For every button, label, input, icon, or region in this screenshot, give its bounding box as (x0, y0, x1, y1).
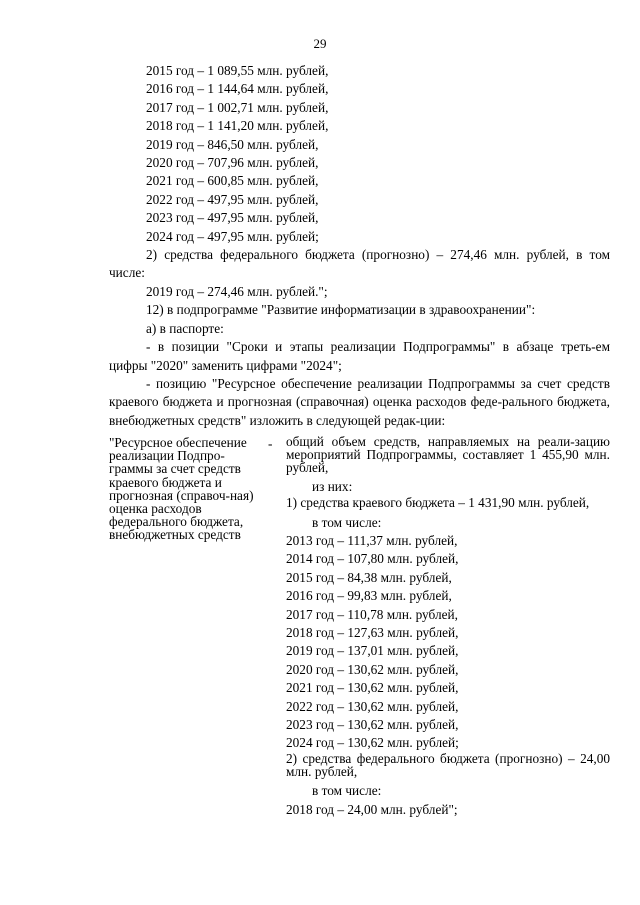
position-dates-paragraph: - в позиции "Сроки и этапы реализации Подпрограммы" в абзаце треть-ем цифры "2020" заменить цифрами "2024"; (109, 339, 610, 373)
item-12: 12) в подпрограмме "Развитие информатизации в здравоохранении": (146, 302, 536, 318)
list-item: 2024 год – 497,95 млн. рублей; (146, 228, 319, 244)
including-label: в том числе: (312, 783, 382, 799)
list-item: 2017 год – 1 002,71 млн. рублей, (146, 99, 329, 115)
list-item: 2019 год – 137,01 млн. рублей, (286, 643, 459, 659)
list-item: 2019 год – 846,50 млн. рублей, (146, 136, 319, 152)
list-item: 2015 год – 1 089,55 млн. рублей, (146, 63, 329, 78)
list-item: 2022 год – 130,62 млн. рублей, (286, 698, 459, 714)
table-dash: - (268, 436, 273, 451)
document-body (109, 62, 610, 430)
list-item: 2024 год – 130,62 млн. рублей; (286, 735, 459, 751)
of-them-label: из них: (312, 479, 353, 495)
regional-budget: 1) средства краевого бюджета – 1 431,90 млн. рублей, (286, 494, 590, 510)
list-item: 2021 год – 600,85 млн. рублей, (146, 173, 319, 189)
list-item: 2016 год – 1 144,64 млн. рублей, (146, 81, 329, 97)
federal-2019-line: 2019 год – 274,46 млн. рублей."; (146, 283, 328, 299)
list-item: 2018 год – 127,63 млн. рублей, (286, 625, 459, 641)
federal-budget-paragraph: 2) средства федерального бюджета (прогнозно) – 274,46 млн. рублей, в том числе: (109, 247, 610, 281)
page-number: 29 (313, 36, 327, 51)
table-label-cell: "Ресурсное обеспечение реализации Подпро-граммы за счет средств краевого бюджета и прогнозная (справоч-ная) оценка расходов федерального бюджета, внебюджетных средств (109, 435, 254, 543)
list-item: 2016 год – 99,83 млн. рублей, (286, 588, 452, 604)
federal-2018-line: 2018 год – 24,00 млн. рублей"; (286, 801, 458, 817)
list-item: 2017 год – 110,78 млн. рублей, (286, 606, 458, 622)
list-item: 2014 год – 107,80 млн. рублей, (286, 551, 459, 567)
year-list-1 (109, 62, 610, 246)
list-item: 2020 год – 707,96 млн. рублей, (146, 155, 319, 171)
item-a: а) в паспорте: (146, 320, 224, 336)
federal-budget: 2) средства федерального бюджета (прогнозно) – 24,00 млн. рублей, (286, 750, 610, 779)
position-resources-paragraph: - позицию "Ресурсное обеспечение реализации Подпрограммы за счет средств краевого бюджета и прогнозная (справочная) оценка расходов феде-рального бюджета, внебюджетных средств" изложить в следующей редак-ции: (109, 375, 610, 428)
list-item: 2021 год – 130,62 млн. рублей, (286, 680, 459, 696)
list-item: 2018 год – 1 141,20 млн. рублей, (146, 118, 329, 134)
list-item: 2020 год – 130,62 млн. рублей, (286, 661, 459, 677)
list-item: 2023 год – 497,95 млн. рублей, (146, 210, 319, 226)
regional-year-list (286, 532, 610, 753)
table-value-cell (286, 436, 610, 819)
list-item: 2022 год – 497,95 млн. рублей, (146, 191, 319, 207)
list-item: 2013 год – 111,37 млн. рублей, (286, 533, 458, 548)
list-item: 2023 год – 130,62 млн. рублей, (286, 717, 459, 733)
including-label: в том числе: (312, 514, 382, 530)
list-item: 2015 год – 84,38 млн. рублей, (286, 569, 452, 585)
total-amount: общий объем средств, направляемых на реали-зацию мероприятий Подпрограммы, составляет 1 455,90 млн. рублей, (286, 434, 610, 475)
